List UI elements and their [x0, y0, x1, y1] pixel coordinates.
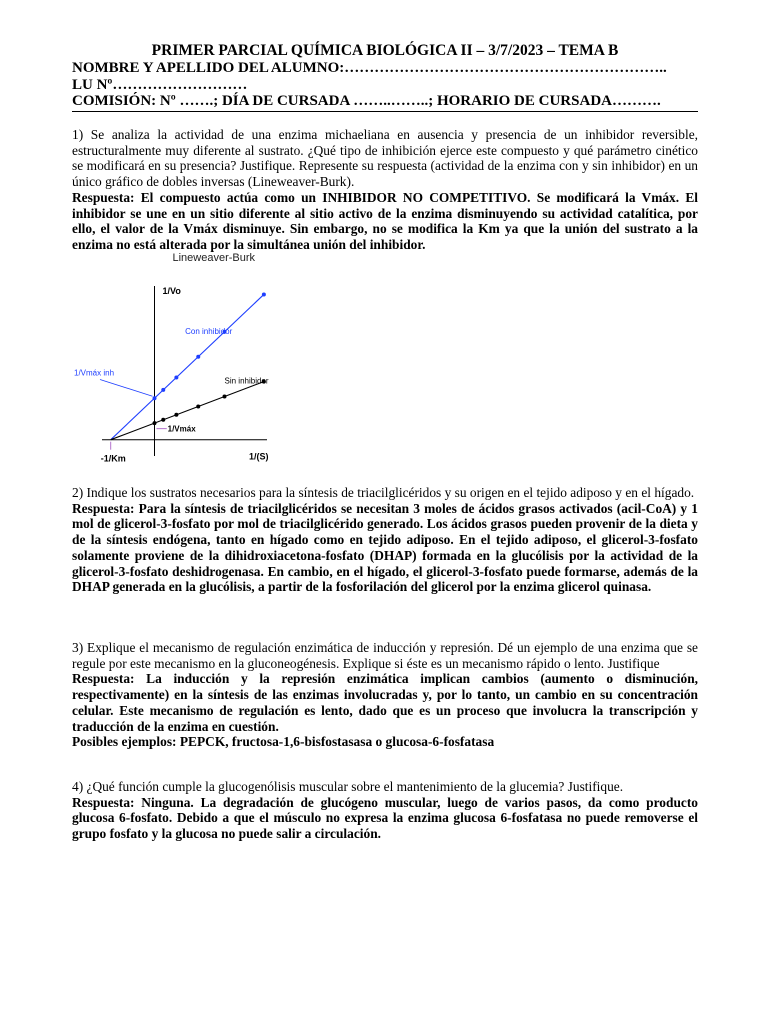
question-3-examples: Posibles ejemplos: PEPCK, fructosa-1,6-bisfostasasa o glucosa-6-fosfatasa	[72, 734, 495, 750]
question-1	[72, 127, 698, 253]
series-0-label: Con inhibidor	[185, 326, 233, 336]
series-0-point	[161, 388, 165, 392]
series-1-point	[174, 413, 178, 417]
series-0-line	[111, 294, 264, 439]
annotation-vmax: 1/Vmáx	[167, 424, 196, 434]
x-axis-label: 1/(S)	[249, 451, 269, 462]
series-1-point	[153, 421, 157, 425]
annotation-vmax-inh: 1/Vmáx inh	[74, 368, 115, 378]
series-1-label: Sin inhibidor	[224, 376, 269, 386]
chart-svg	[72, 248, 312, 463]
question-4-text: 4) ¿Qué función cumple la glucogenólisis muscular sobre el mantenimiento de la glucemia? Justifique.	[72, 779, 624, 794]
series-1-point	[223, 395, 227, 399]
exam-title: PRIMER PARCIAL QUÍMICA BIOLÓGICA II – 3/7/2023 – TEMA B	[151, 42, 619, 59]
exam-header	[72, 42, 698, 112]
commission-line: COMISIÓN: Nº …….; DÍA DE CURSADA ……..……..; HORARIO DE CURSADA……….	[72, 93, 698, 112]
question-3-answer: Respuesta: La inducción y la represión enzimática implican cambios (aumento o disminución, respectivamente) en la síntesis de las enzimas involucradas y, por lo tanto, un cambio en su concentración celular. Este mecanismo de regulación es lento, dado que es un proceso que involucra la transcripción y traducción de la enzima en cuestión.	[72, 671, 698, 734]
series-0-point	[262, 292, 266, 296]
series-1-point	[196, 405, 200, 409]
question-1-answer: Respuesta: El compuesto actúa como un INHIBIDOR NO COMPETITIVO. Se modificará la Vmáx. El inhibidor se une en un sitio diferente al sitio activo de la enzima disminuyendo su actividad catalítica, por ello, el valor de la Vmáx disminuye. Sin embargo, no se modifica la Km ya que la unión del sustrato a la enzima no está alterada por la simultánea unión del inhibidor.	[72, 189, 698, 252]
lu-number-line: LU Nº………………………	[72, 76, 248, 93]
question-4-answer: Respuesta: Ninguna. La degradación de glucógeno muscular, luego de varios pasos, da como producto glucosa 6-fosfato. Debido a que el músculo no expresa la enzima glucosa 6-fosfatasa no puede removerse el grupo fosfato y la glucosa no puede salir a circulación.	[72, 794, 698, 842]
x-intercept-label: -1/Km	[100, 453, 126, 463]
question-3-text: 3) Explique el mecanismo de regulación enzimática de inducción y represión. Dé un ejemplo de una enzima que se regule por este mecanismo en la gluconeogénesis. Explique si éste es un mecanismo rápido o lento. Justifique	[72, 640, 698, 671]
question-4	[72, 779, 698, 842]
question-1-text: 1) Se analiza la actividad de una enzima michaeliana en ausencia y presencia de un inhibidor reversible, estructuralmente muy diferente al sustrato. ¿Qué tipo de inhibición ejerce este compuesto y qué parámetro cinético se modificará en su presencia? Justifique. Represente su respuesta (actividad de la enzima con y sin inhibidor) en un único gráfico de dobles inversas (Lineweaver-Burk).	[72, 127, 698, 190]
y-axis-label: 1/Vo	[162, 286, 181, 296]
question-2-answer: Respuesta: Para la síntesis de triacilglicéridos se necesitan 3 moles de ácidos grasos activados (acil-CoA) y 1 mol de glicerol-3-fosfato por mol de triacilglicérido generado. Los ácidos grasos pueden provenir de la dieta y de la síntesis endógena, tanto en hígado como en tejido adiposo. En el tejido adiposo, el glicerol-3-fosfato solamente proviene de la dihidroxiacetona-fosfato (DHAP) formada en la glucólisis por la actividad de la glicerol-3-fosfato deshidrogenasa. En cambio, en el hígado, el glicerol-3-fosfato puede formarse, además de la DHAP generada en la glucólisis, a partir de la fosforilación del glicerol por la enzima glicerol quinasa.	[72, 500, 698, 595]
series-0-point	[174, 375, 178, 379]
series-1-point	[161, 418, 165, 422]
chart-title: Lineweaver-Burk	[172, 252, 256, 264]
student-name-line: NOMBRE Y APELLIDO DEL ALUMNO:………………………………………………………..	[72, 60, 667, 76]
question-2	[72, 485, 698, 595]
question-3	[72, 640, 698, 750]
series-0-point	[196, 355, 200, 359]
question-2-text: 2) Indique los sustratos necesarios para la síntesis de triacilglicéridos y su origen en el tejido adiposo y en el hígado.	[72, 485, 695, 500]
annotation-vmax-inh-arrow	[100, 380, 153, 397]
lineweaver-burk-chart	[72, 248, 312, 463]
series-0-point	[153, 396, 157, 400]
